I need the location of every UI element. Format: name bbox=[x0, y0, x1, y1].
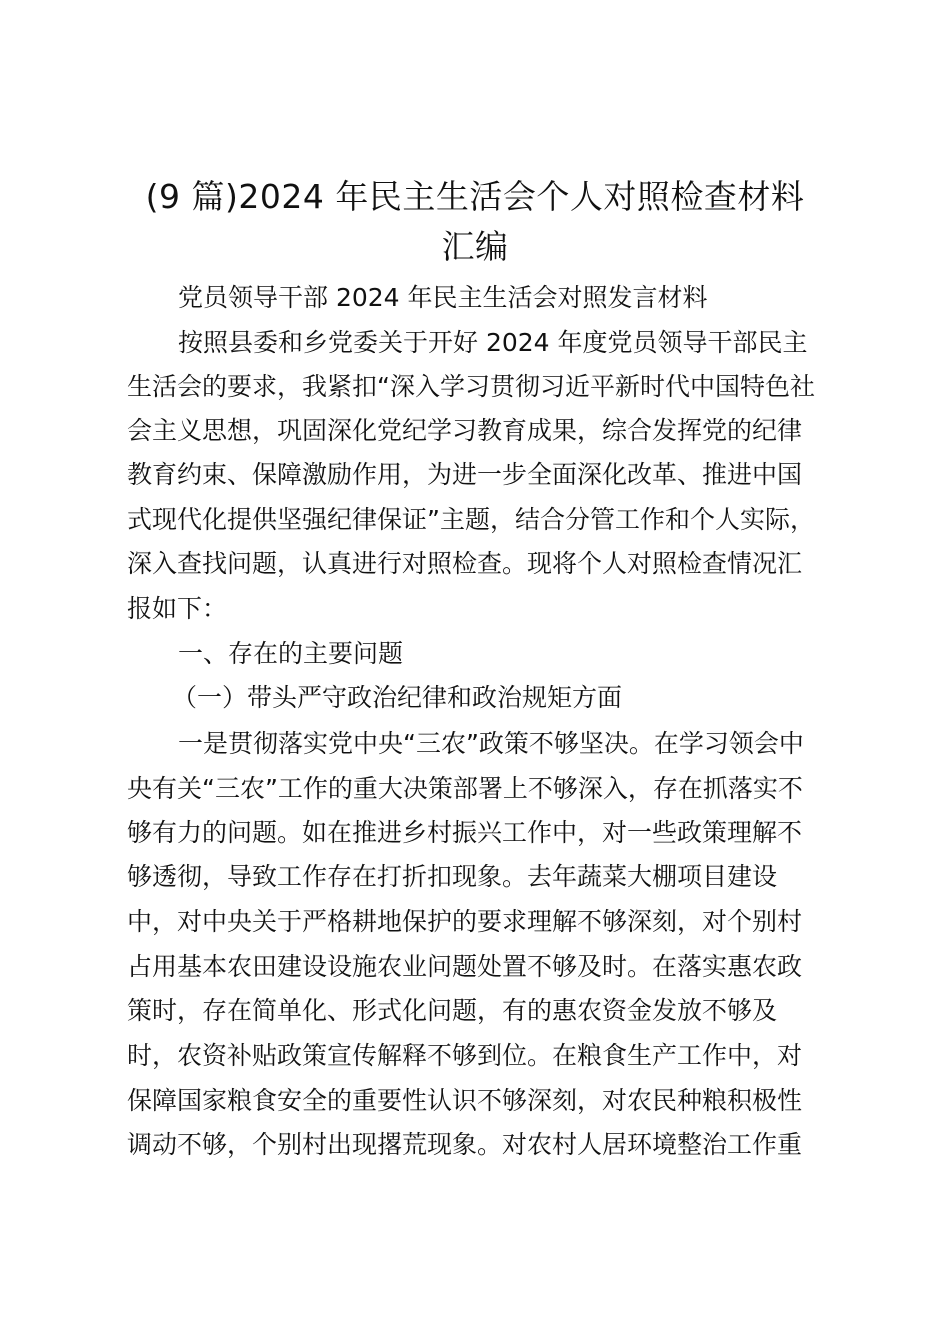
intro-line-2: 生活会的要求，我紧扣“深入学习贯彻习近平新时代中国特色社 bbox=[127, 372, 815, 401]
body-line-5: 中，对中央关于严格耕地保护的要求理解不够深刻，对个别村 bbox=[127, 907, 803, 936]
document-title-line-1: (9 篇)2024 年民主生活会个人对照检查材料 bbox=[145, 177, 805, 216]
body-line-7: 策时，存在简单化、形式化问题，有的惠农资金发放不够及 bbox=[127, 996, 778, 1025]
body-line-3: 够有力的问题。如在推进乡村振兴工作中，对一些政策理解不 bbox=[127, 818, 803, 847]
body-line-2: 央有关“三农”工作的重大决策部署上不够深入，存在抓落实不 bbox=[127, 774, 803, 803]
body-line-10: 调动不够，个别村出现撂荒现象。对农村人居环境整治工作重 bbox=[127, 1130, 803, 1159]
document-title-line-2: 汇编 bbox=[441, 227, 509, 266]
intro-line-5: 式现代化提供坚强纪律保证”主题，结合分管工作和个人实际， bbox=[127, 505, 815, 534]
body-line-6: 占用基本农田建设设施农业问题处置不够及时。在落实惠农政 bbox=[127, 952, 803, 981]
intro-line-7: 报如下： bbox=[127, 594, 228, 623]
body-line-8: 时，农资补贴政策宣传解释不够到位。在粮食生产工作中，对 bbox=[127, 1041, 803, 1070]
body-line-9: 保障国家粮食安全的重要性认识不够深刻，对农民种粮积极性 bbox=[127, 1086, 803, 1115]
intro-line-4: 教育约束、保障激励作用，为进一步全面深化改革、推进中国 bbox=[127, 460, 803, 489]
subsection-heading: （一）带头严守政治纪律和政治规矩方面 bbox=[172, 683, 623, 712]
intro-line-6: 深入查找问题，认真进行对照检查。现将个人对照检查情况汇 bbox=[127, 549, 803, 578]
body-line-1: 一是贯彻落实党中央“三农”政策不够坚决。在学习领会中 bbox=[178, 729, 804, 758]
subtitle: 党员领导干部 2024 年民主生活会对照发言材料 bbox=[178, 283, 708, 312]
body-line-4: 够透彻，导致工作存在打折扣现象。去年蔬菜大棚项目建设 bbox=[127, 862, 778, 891]
intro-line-1: 按照县委和乡党委关于开好 2024 年度党员领导干部民主 bbox=[178, 328, 808, 357]
section-heading: 一、存在的主要问题 bbox=[178, 639, 404, 668]
intro-line-3: 会主义思想，巩固深化党纪学习教育成果，综合发挥党的纪律 bbox=[127, 416, 803, 445]
